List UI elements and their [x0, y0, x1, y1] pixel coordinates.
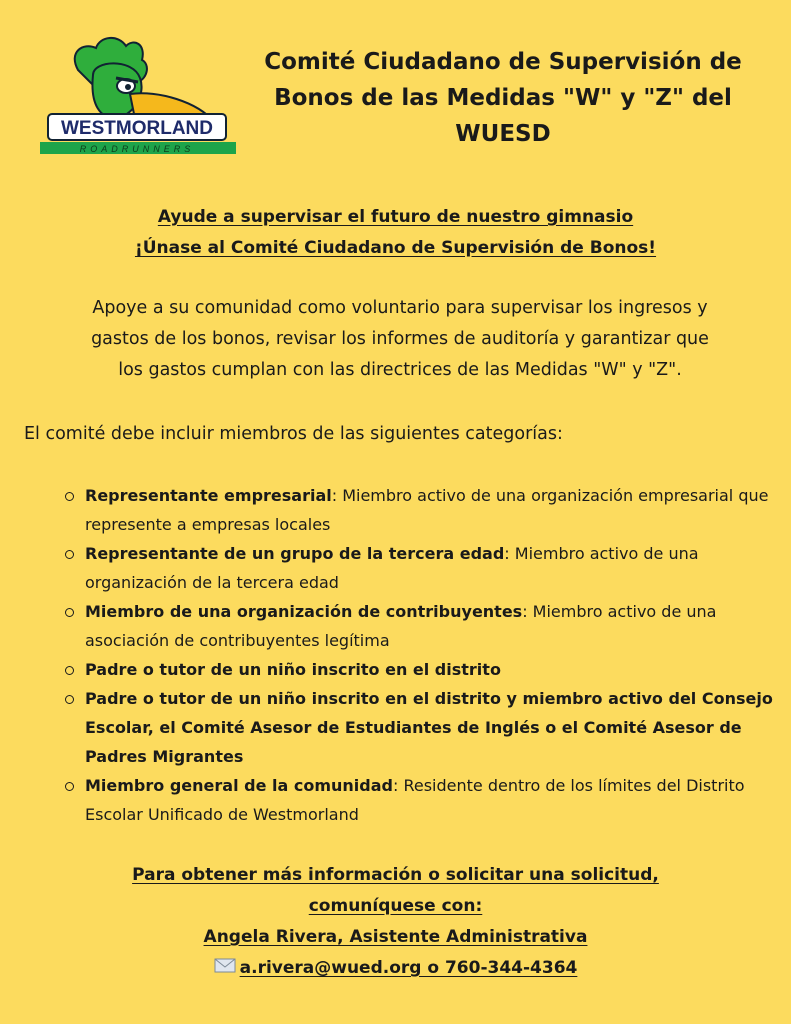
title-line-2: Bonos de las Medidas "W" y "Z" del: [274, 85, 732, 111]
categories-list: [85, 481, 775, 829]
list-item: [85, 539, 775, 597]
category-title: Representante de un grupo de la tercera edad: [85, 544, 505, 563]
page-title: [238, 44, 768, 152]
list-item: [85, 684, 775, 771]
category-title: Miembro de una organización de contribuyentes: [85, 602, 523, 621]
list-item: [85, 655, 775, 684]
westmorland-roadrunners-logo: [38, 30, 236, 158]
intro-line-3: los gastos cumplan con las directrices de las Medidas "W" y "Z".: [118, 360, 682, 380]
list-item: [85, 597, 775, 655]
category-title: Representante empresarial: [85, 486, 332, 505]
category-desc: : Miembro activo de una organización de la tercera edad: [85, 544, 699, 592]
category-title: Padre o tutor de un niño inscrito en el distrito y miembro activo del Consejo Escolar, el Comité Asesor de Estudiantes de Inglés o el Comité Asesor de Padres Migrantes: [85, 689, 773, 766]
category-desc: : Miembro activo de una asociación de contribuyentes legítima: [85, 602, 717, 650]
contact-name: Angela Rivera, Asistente Administrativa: [203, 927, 588, 947]
subhead-line-2: ¡Únase al Comité Ciudadano de Supervisión de Bonos!: [134, 238, 657, 258]
contact-email-phone[interactable]: a.rivera@wued.org o 760-344-4364: [239, 958, 578, 978]
intro-line-2: gastos de los bonos, revisar los informes de auditoría y garantizar que: [91, 329, 709, 349]
category-desc: : Residente dentro de los límites del Distrito Escolar Unificado de Westmorland: [85, 776, 745, 824]
logo-tagline: ROADRUNNERS: [79, 144, 195, 154]
contact-line-1: Para obtener más información o solicitar una solicitud,: [132, 865, 659, 885]
intro-line-1: Apoye a su comunidad como voluntario para supervisar los ingresos y: [92, 298, 708, 318]
category-desc: : Miembro activo de una organización empresarial que represente a empresas locales: [85, 486, 769, 534]
subhead-line-1: Ayude a supervisar el futuro de nuestro gimnasio: [157, 207, 634, 227]
call-to-action: [0, 202, 791, 264]
list-item: [85, 771, 775, 829]
category-title: Miembro general de la comunidad: [85, 776, 393, 795]
title-line-3: WUESD: [455, 121, 551, 147]
logo-wordmark: WESTMORLAND: [61, 118, 213, 139]
title-line-1: Comité Ciudadano de Supervisión de: [264, 49, 742, 75]
category-title: Padre o tutor de un niño inscrito en el distrito: [85, 660, 501, 679]
list-item: [85, 481, 775, 539]
contact-block: [0, 860, 791, 984]
contact-line-2: comuníquese con:: [308, 896, 483, 916]
categories-lead: El comité debe incluir miembros de las siguientes categorías:: [24, 424, 563, 444]
envelope-icon: [214, 958, 236, 973]
intro-paragraph: [30, 293, 770, 386]
